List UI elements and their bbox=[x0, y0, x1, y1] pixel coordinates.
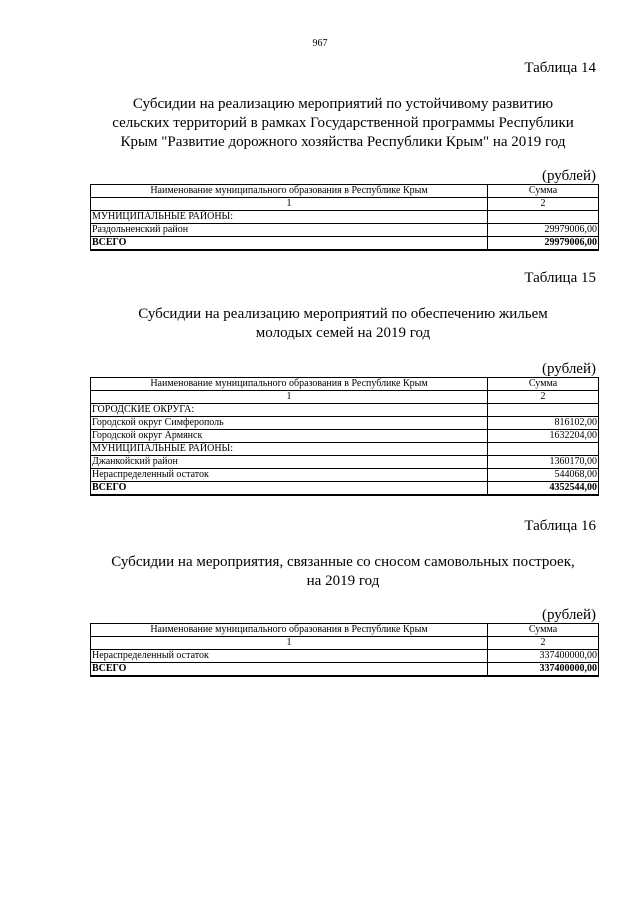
row-name: МУНИЦИПАЛЬНЫЕ РАЙОНЫ: bbox=[91, 443, 488, 456]
column-number-row bbox=[91, 637, 599, 650]
units-label: (рублей) bbox=[541, 607, 596, 623]
column-number-row bbox=[91, 198, 599, 211]
row-name: ВСЕГО bbox=[91, 482, 488, 496]
table-15-section bbox=[90, 270, 596, 496]
table-row bbox=[91, 430, 599, 443]
table-row bbox=[91, 224, 599, 237]
row-sum: 4352544,00 bbox=[488, 482, 599, 496]
column-number-sum: 2 bbox=[488, 391, 599, 404]
subsidy-table bbox=[90, 377, 599, 496]
table-row bbox=[91, 456, 599, 469]
row-name: Джанкойский район bbox=[91, 456, 488, 469]
total-row bbox=[91, 663, 599, 677]
subsidy-table bbox=[90, 184, 599, 251]
table-header-row bbox=[91, 185, 599, 198]
row-sum: 29979006,00 bbox=[488, 237, 599, 251]
row-name: ВСЕГО bbox=[91, 237, 488, 251]
units-label: (рублей) bbox=[541, 168, 596, 184]
row-name: Раздольненский район bbox=[91, 224, 488, 237]
column-number-sum: 2 bbox=[488, 198, 599, 211]
table-row bbox=[91, 211, 599, 224]
total-row bbox=[91, 482, 599, 496]
row-sum: 1632204,00 bbox=[488, 430, 599, 443]
table-row bbox=[91, 404, 599, 417]
table-row bbox=[91, 650, 599, 663]
table-header-row bbox=[91, 378, 599, 391]
section-title: Субсидии на реализацию мероприятий по обеспечению жильем молодых семей на 2019 год bbox=[138, 306, 548, 341]
row-name: Городской округ Симферополь bbox=[91, 417, 488, 430]
column-number-row bbox=[91, 391, 599, 404]
table-label: Таблица 15 bbox=[524, 270, 596, 286]
row-name: Нераспределенный остаток bbox=[91, 650, 488, 663]
subsidy-table bbox=[90, 623, 599, 677]
table-row bbox=[91, 443, 599, 456]
row-name: МУНИЦИПАЛЬНЫЕ РАЙОНЫ: bbox=[91, 211, 488, 224]
column-number-name: 1 bbox=[91, 198, 488, 211]
row-sum: 337400000,00 bbox=[488, 663, 599, 677]
column-header-name: Наименование муниципального образования в Республике Крым bbox=[91, 624, 488, 637]
table-16-section bbox=[90, 518, 596, 677]
row-sum: 816102,00 bbox=[488, 417, 599, 430]
column-header-name: Наименование муниципального образования в Республике Крым bbox=[91, 185, 488, 198]
table-label: Таблица 16 bbox=[524, 518, 596, 534]
row-sum: 337400000,00 bbox=[488, 650, 599, 663]
column-header-name: Наименование муниципального образования в Республике Крым bbox=[91, 378, 488, 391]
units-label: (рублей) bbox=[541, 361, 596, 377]
row-sum: 29979006,00 bbox=[488, 224, 599, 237]
table-header-row bbox=[91, 624, 599, 637]
row-sum bbox=[488, 211, 599, 224]
table-row bbox=[91, 469, 599, 482]
row-name: ГОРОДСКИЕ ОКРУГА: bbox=[91, 404, 488, 417]
column-header-sum: Сумма bbox=[488, 378, 599, 391]
section-title: Субсидии на мероприятия, связанные со сносом самовольных построек, на 2019 год bbox=[111, 554, 575, 589]
table-label: Таблица 14 bbox=[524, 60, 596, 76]
column-header-sum: Сумма bbox=[488, 185, 599, 198]
row-sum: 544068,00 bbox=[488, 469, 599, 482]
row-name: Городской округ Армянск bbox=[91, 430, 488, 443]
row-sum bbox=[488, 443, 599, 456]
row-sum: 1360170,00 bbox=[488, 456, 599, 469]
row-name: Нераспределенный остаток bbox=[91, 469, 488, 482]
section-title: Субсидии на реализацию мероприятий по устойчивому развитию сельских территорий в рамках Государственной программы Республики Крым "Развитие дорожного хозяйства Республики Крым" на 2019 год bbox=[112, 96, 574, 150]
column-number-sum: 2 bbox=[488, 637, 599, 650]
total-row bbox=[91, 237, 599, 251]
column-number-name: 1 bbox=[91, 391, 488, 404]
column-number-name: 1 bbox=[91, 637, 488, 650]
column-header-sum: Сумма bbox=[488, 624, 599, 637]
table-row bbox=[91, 417, 599, 430]
table-14-section bbox=[90, 60, 596, 251]
row-name: ВСЕГО bbox=[91, 663, 488, 677]
row-sum bbox=[488, 404, 599, 417]
page-number: 967 bbox=[312, 38, 328, 49]
